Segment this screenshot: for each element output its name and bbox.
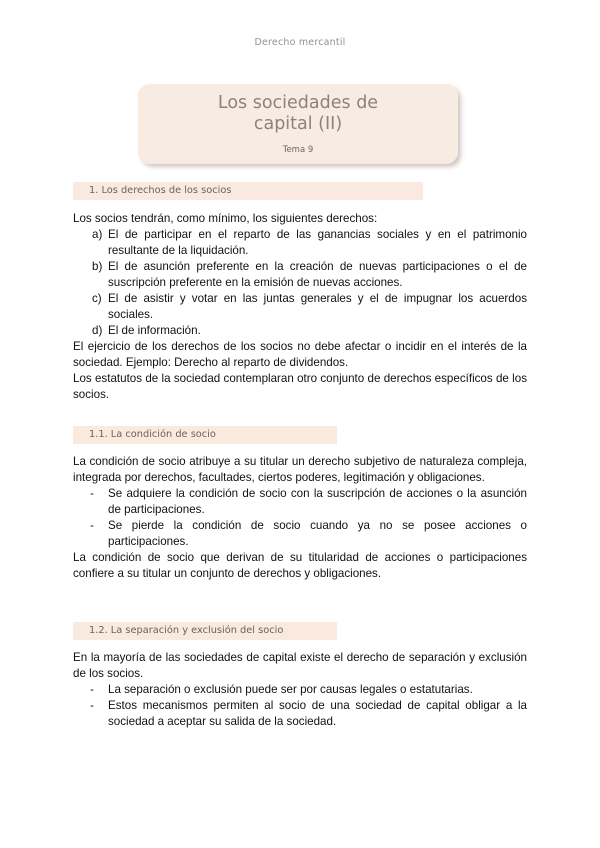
list-item <box>73 323 527 339</box>
list-item-text: Se adquiere la condición de socio con la suscripción de acciones o la asunción de participaciones. <box>108 487 527 516</box>
list-marker: - <box>90 699 94 712</box>
list-marker: - <box>90 519 94 532</box>
section-heading-1-1: 1.1. La condición de socio <box>73 426 337 444</box>
list-item-text: La separación o exclusión puede ser por causas legales o estatutarias. <box>108 683 473 696</box>
title-line-1: Los sociedades de <box>217 93 379 113</box>
section-1-2-content <box>73 650 527 730</box>
document-title <box>138 93 458 135</box>
separation-list <box>73 682 527 730</box>
section-heading-1-2: 1.2. La separación y exclusión del socio <box>73 622 337 640</box>
section-1-1-paragraph-2: La condición de socio que derivan de su titularidad de acciones o participaciones confiere a su titular un conjunto de derechos y obligaciones. <box>73 551 527 580</box>
list-marker: - <box>90 683 94 696</box>
list-marker: c) <box>92 292 102 305</box>
list-marker: - <box>90 487 94 500</box>
running-header: Derecho mercantil <box>254 37 346 48</box>
list-item-text: Estos mecanismos permiten al socio de una sociedad de capital obligar a la sociedad a aceptar su salida de la sociedad. <box>108 699 527 728</box>
topic-number: Tema 9 <box>282 145 314 155</box>
section-1-1-paragraph-1: La condición de socio atribuye a su titular un derecho subjetivo de naturaleza compleja, integrada por derechos, facultades, ciertos poderes, legitimación y obligaciones. <box>73 455 527 484</box>
list-item-text: Se pierde la condición de socio cuando ya no se posee acciones o participaciones. <box>108 519 527 548</box>
list-item <box>73 227 527 259</box>
list-marker: d) <box>92 324 103 337</box>
list-item <box>73 518 527 550</box>
list-item-text: El de asistir y votar en las juntas generales y el de impugnar los acuerdos sociales. <box>108 292 527 321</box>
section-1-paragraph-3: Los estatutos de la sociedad contemplaran otro conjunto de derechos específicos de los socios. <box>73 372 527 401</box>
list-item <box>73 682 527 698</box>
membership-list <box>73 486 527 550</box>
list-item-text: El de información. <box>108 324 201 337</box>
list-item-text: El de participar en el reparto de las ganancias sociales y en el patrimonio resultante de la liquidación. <box>108 228 527 257</box>
section-heading-1: 1. Los derechos de los socios <box>73 182 423 200</box>
section-1-2-paragraph-1: En la mayoría de las sociedades de capital existe el derecho de separación y exclusión de los socios. <box>73 651 527 680</box>
section-1-paragraph-2: El ejercicio de los derechos de los socios no debe afectar o incidir en el interés de la sociedad. Ejemplo: Derecho al reparto de dividendos. <box>73 340 527 369</box>
list-item <box>73 259 527 291</box>
title-box <box>138 84 458 164</box>
title-line-2: capital (II) <box>253 114 343 134</box>
section-1-content <box>73 211 527 403</box>
section-1-intro: Los socios tendrán, como mínimo, los siguientes derechos: <box>73 212 378 225</box>
list-marker: a) <box>92 228 103 241</box>
rights-list <box>73 227 527 339</box>
list-marker: b) <box>92 260 103 273</box>
section-1-1-content <box>73 454 527 582</box>
list-item-text: El de asunción preferente en la creación de nuevas participaciones o el de suscripción preferente en la emisión de nuevas acciones. <box>108 260 527 289</box>
list-item <box>73 486 527 518</box>
list-item <box>73 291 527 323</box>
list-item <box>73 698 527 730</box>
